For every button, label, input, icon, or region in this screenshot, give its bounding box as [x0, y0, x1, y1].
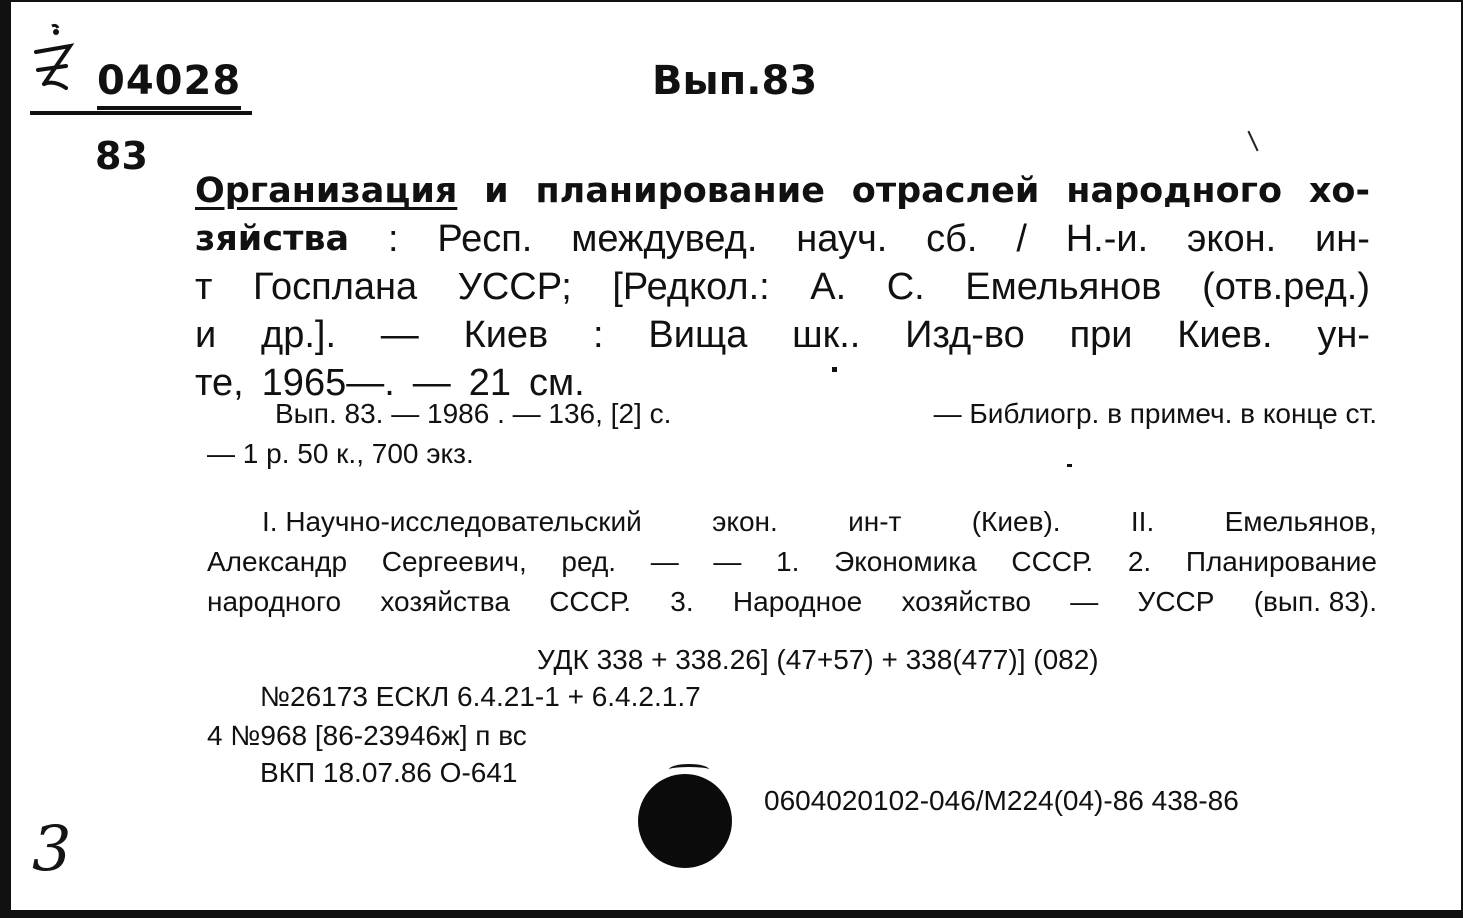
notes-line-1 — [207, 394, 1377, 434]
title-word: планирование — [535, 171, 825, 211]
ink-speck — [1067, 464, 1072, 467]
entry-word: Респ. — [437, 218, 533, 260]
entry-word: др.]. — [261, 314, 336, 356]
entry-word: А. — [810, 266, 847, 308]
title-word: отраслей — [851, 171, 1040, 211]
tracing-word: народного — [207, 586, 342, 617]
entry-word: : — [593, 314, 604, 356]
tracing-word: II. — [1130, 506, 1155, 537]
entry-word: Госплана — [252, 266, 418, 308]
tracings-block — [207, 502, 1377, 622]
tracing-word: (вып. 83). — [1253, 586, 1377, 617]
tracing-word: 3. — [670, 586, 694, 617]
entry-word: ун- — [1317, 314, 1370, 356]
entry-word: [Редкол.: — [612, 266, 770, 308]
title-word: Организация — [195, 171, 458, 211]
entry-word: ин- — [1315, 218, 1370, 260]
tracing-word: экон. — [712, 506, 778, 537]
main-line-4 — [195, 311, 1370, 359]
shelf-mark: 04028 — [97, 58, 241, 110]
tracing-word: — — [713, 546, 742, 577]
entry-word: междувед. — [571, 218, 758, 260]
entry-word: экон. — [1187, 218, 1277, 260]
notes-line-2: — 1 р. 50 к., 700 экз. — [207, 438, 474, 469]
entry-word: / — [1016, 218, 1027, 260]
entry-word: науч. — [796, 218, 888, 260]
isbn-line: 0604020102-046/М224(04)-86 438-86 — [764, 785, 1239, 816]
title-word: зяйства — [195, 219, 350, 259]
entry-word: С. — [886, 266, 925, 308]
entry-word: шк.. — [792, 314, 861, 356]
entry-word: 21 — [468, 362, 512, 404]
eskl-code: №26173 ЕСКЛ 6.4.21-1 + 6.4.2.1.7 — [260, 681, 701, 712]
handwritten-corner-number: 3 — [32, 812, 72, 885]
entry-word: Киев — [463, 314, 549, 356]
entry-word: Н.-и. — [1065, 218, 1149, 260]
entry-word: Емельянов — [965, 266, 1162, 308]
tracing-word: ред. — [561, 546, 617, 577]
entry-word: сб. — [926, 218, 978, 260]
entry-word: см. — [529, 362, 585, 404]
title-word: народного — [1066, 171, 1282, 211]
notes-issue: Вып. 83. — 1986 . — 136, [2] с. — [275, 398, 672, 429]
tracing-word: СССР. — [1011, 546, 1094, 577]
tracing-word: Сергеевич, — [381, 546, 527, 577]
tracing-word: Экономика — [834, 546, 977, 577]
tracing-word: Народное — [732, 586, 863, 617]
entry-word: УССР; — [457, 266, 572, 308]
notes-bibliography: — Библиогр. в примеч. в конце ст. — [933, 398, 1377, 429]
main-entry — [195, 167, 1370, 407]
main-line-1 — [195, 167, 1370, 215]
issue-header: Вып.83 — [652, 58, 818, 104]
main-line-3 — [195, 263, 1370, 311]
ink-speck — [832, 367, 837, 372]
entry-word: Изд-во — [905, 314, 1025, 356]
tracing-word: — — [650, 546, 679, 577]
entry-word: : — [387, 218, 399, 260]
shelf-mark-underline — [30, 111, 252, 115]
vkp-code: ВКП 18.07.86 О-641 — [260, 757, 518, 788]
tracing-word: СССР. — [549, 586, 632, 617]
entry-word: — — [412, 362, 451, 404]
tracing-line-1 — [207, 502, 1377, 542]
entry-word: при — [1069, 314, 1133, 356]
tracing-word: УССР — [1137, 586, 1215, 617]
tracing-line-2 — [207, 542, 1377, 582]
tracing-word: хозяйства — [380, 586, 510, 617]
entry-word: т — [195, 266, 213, 308]
tracing-word: 2. — [1127, 546, 1152, 577]
entry-word: Киев. — [1177, 314, 1273, 356]
main-line-2 — [195, 215, 1370, 263]
title-word: и — [484, 171, 509, 211]
handwritten-mark — [30, 22, 84, 106]
order-number: 4 №968 [86-23946ж] п вс — [207, 720, 527, 751]
entry-word: (отв.ред.) — [1202, 266, 1370, 308]
pen-tick — [1247, 131, 1258, 152]
entry-word: и — [195, 314, 217, 356]
tracing-word: (Киев). — [971, 506, 1061, 537]
title-word: хо- — [1308, 171, 1370, 211]
entry-word: 1965—. — [261, 362, 395, 404]
tracing-line-3 — [207, 582, 1377, 622]
tracing-word: Планирование — [1185, 546, 1377, 577]
tracing-word: хозяйство — [901, 586, 1031, 617]
entry-word: — — [380, 314, 419, 356]
punch-hole — [638, 774, 732, 868]
handwritten-number: 83 — [95, 134, 148, 178]
tracing-word: — — [1070, 586, 1099, 617]
notes-block — [207, 394, 1377, 474]
tracing-word: 1. — [776, 546, 800, 577]
tracing-word: ин-т — [848, 506, 902, 537]
tracing-word: I. Научно-исследовательский — [262, 506, 642, 537]
tracing-word: Александр — [207, 546, 348, 577]
tracing-word: Емельянов, — [1224, 506, 1377, 537]
udk-classification: УДК 338 + 338.26] (47+57) + 338(477)] (082) — [537, 644, 1099, 675]
entry-word: Вища — [648, 314, 748, 356]
entry-word: те, — [195, 362, 244, 404]
